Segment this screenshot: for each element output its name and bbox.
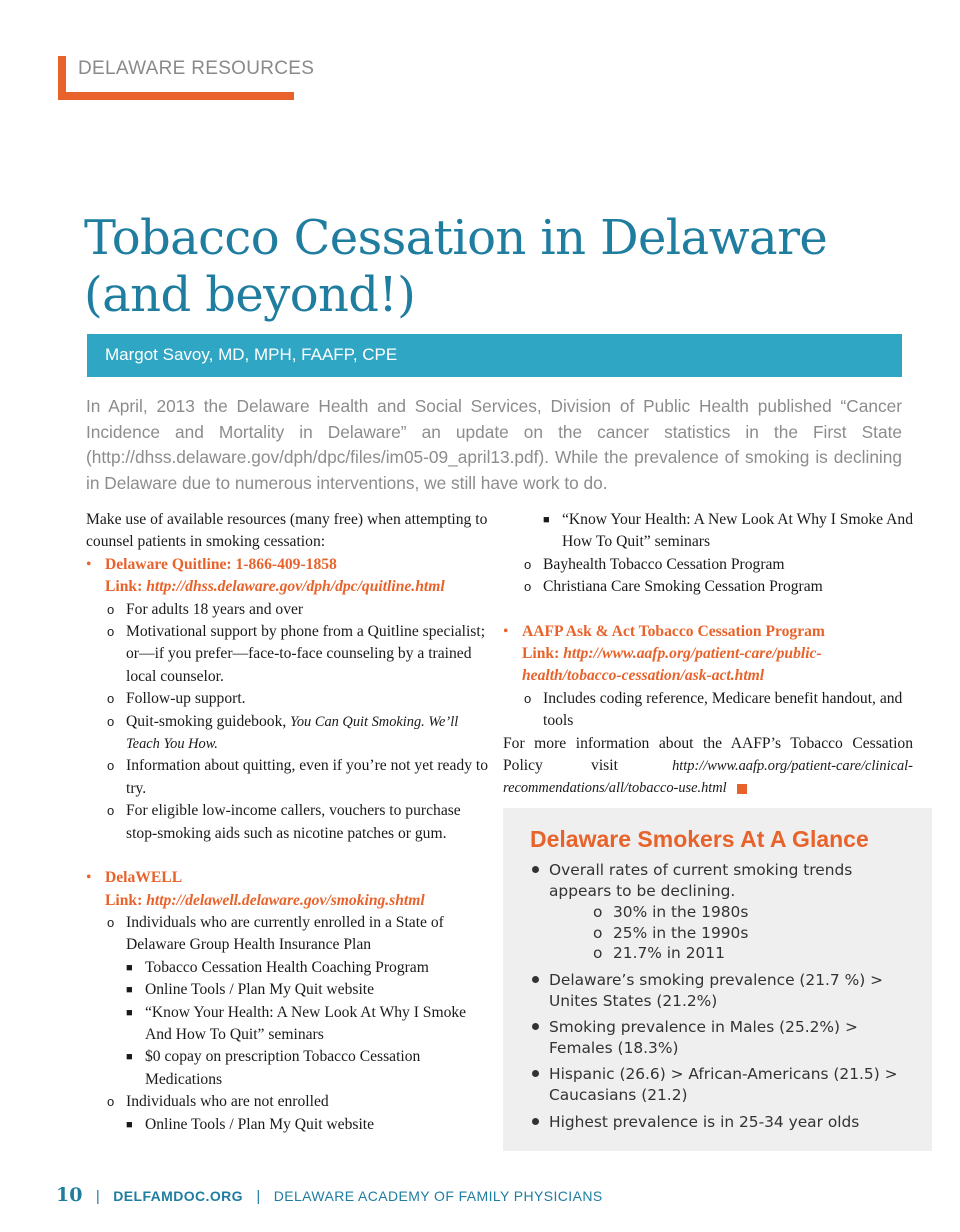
more-info-text: For more information about the AAFP’s Tobacco Cessation Policy visit bbox=[503, 734, 913, 775]
quitline-item bbox=[86, 554, 492, 599]
sub-list-item-text: Online Tools / Plan My Quit website bbox=[145, 981, 375, 999]
sub-list-item bbox=[86, 1114, 492, 1136]
circle-marker: o bbox=[107, 1094, 115, 1110]
circle-marker: o bbox=[107, 691, 115, 707]
circle-marker: o bbox=[107, 803, 115, 819]
author-bar bbox=[87, 334, 902, 377]
bullet-dot bbox=[532, 1118, 539, 1125]
list-item bbox=[86, 599, 492, 621]
quitline-details bbox=[86, 599, 492, 711]
guidebook-prefix: Quit-smoking guidebook, bbox=[126, 712, 287, 730]
quitline-link-line bbox=[105, 576, 492, 598]
page-footer bbox=[56, 1184, 603, 1206]
glance-item-text: Highest prevalence is in 25-34 year olds bbox=[549, 1112, 860, 1131]
spacer bbox=[503, 599, 913, 621]
square-marker: ■ bbox=[126, 1006, 133, 1019]
glance-item bbox=[532, 970, 912, 1011]
aafp-title: AAFP Ask & Act Tobacco Cessation Program bbox=[522, 622, 825, 640]
bullet-dot bbox=[532, 1070, 539, 1077]
title-line-1: Tobacco Cessation in Delaware bbox=[84, 210, 828, 266]
circle-marker: o bbox=[107, 914, 115, 930]
sub-list-item-text: Tobacco Cessation Health Coaching Program bbox=[145, 958, 429, 976]
lead-paragraph: Make use of available resources (many free) when attempting to counsel patients in smoking cessation: bbox=[86, 511, 488, 551]
glance-list bbox=[532, 860, 912, 1138]
title-line-2: (and beyond!) bbox=[84, 267, 416, 323]
list-item bbox=[503, 688, 913, 733]
quitline-title: Delaware Quitline: 1-866-409-1858 bbox=[105, 555, 337, 573]
not-enrolled-text: Individuals who are not enrolled bbox=[126, 1093, 329, 1111]
aafp-details bbox=[503, 688, 913, 733]
hospital-programs bbox=[503, 554, 913, 599]
not-enrolled-benefits bbox=[86, 1114, 492, 1136]
glance-item-text: Smoking prevalence in Males (25.2%) > Females (18.3%) bbox=[549, 1018, 858, 1057]
delawell-link[interactable]: http://delawell.delaware.gov/smoking.shtml bbox=[146, 891, 425, 909]
quitline-link[interactable]: http://dhss.delaware.gov/dph/dpc/quitline.html bbox=[146, 578, 445, 596]
glance-subitem-text: 25% in the 1990s bbox=[613, 923, 749, 942]
sub-list-item-text: “Know Your Health: A New Look At Why I Smoke And How To Quit” seminars bbox=[562, 511, 913, 551]
glance-item-text: Delaware’s smoking prevalence (21.7 %) > Unites States (21.2%) bbox=[549, 970, 884, 1010]
more-info-paragraph bbox=[503, 733, 913, 800]
author-name: Margot Savoy, MD, MPH, FAAFP, CPE bbox=[105, 345, 398, 364]
bullet-marker: • bbox=[86, 555, 92, 573]
spacer bbox=[86, 845, 492, 867]
circle-marker: o bbox=[524, 579, 532, 595]
glance-sidebar bbox=[503, 808, 932, 1151]
list-item bbox=[86, 800, 492, 845]
link-label: Link: bbox=[105, 891, 143, 909]
list-item bbox=[86, 621, 492, 688]
circle-marker: o bbox=[593, 923, 603, 942]
glance-subitem bbox=[549, 902, 912, 923]
square-marker: ■ bbox=[126, 1118, 133, 1131]
delawell-item bbox=[86, 867, 492, 912]
aafp-link-line bbox=[522, 643, 913, 688]
aafp-link[interactable]: http://www.aafp.org/patient-care/public-health/tobacco-cessation/ask-act.html bbox=[522, 645, 822, 685]
quitline-details-more bbox=[86, 755, 492, 845]
right-column bbox=[503, 509, 913, 800]
square-marker: ■ bbox=[126, 984, 133, 997]
list-item bbox=[503, 554, 913, 576]
square-marker: ■ bbox=[126, 1051, 133, 1064]
circle-marker: o bbox=[524, 690, 532, 706]
glance-item-text: Hispanic (26.6) > African-Americans (21.5) > Caucasians (21.2) bbox=[549, 1065, 898, 1104]
intro-paragraph: In April, 2013 the Delaware Health and Social Services, Division of Public Health published “Cancer Incidence and Mortality in Delaware” an update on the cancer statistics in the First State (http://dhss.delaware.gov/dph/dpc/files/im05-09_april13.pdf). While the prevalence of smoking is declining in Delaware due to numerous interventions, we still have work to do. bbox=[86, 396, 902, 493]
bullet-dot bbox=[532, 866, 539, 873]
sub-list-item bbox=[86, 979, 492, 1001]
bullet-dot bbox=[532, 1023, 539, 1030]
square-marker: ■ bbox=[543, 514, 550, 526]
footer-org: DELAWARE ACADEMY OF FAMILY PHYSICIANS bbox=[273, 1188, 603, 1204]
square-marker: ■ bbox=[126, 961, 133, 974]
circle-marker: o bbox=[107, 758, 115, 774]
glance-item bbox=[532, 860, 912, 964]
circle-marker: o bbox=[107, 601, 115, 617]
glance-sublist bbox=[549, 902, 912, 964]
circle-marker: o bbox=[593, 903, 603, 922]
list-item bbox=[86, 688, 492, 710]
glance-subitem-text: 30% in the 1980s bbox=[613, 903, 749, 922]
glance-item-text: Overall rates of current smoking trends appears to be declining. bbox=[549, 861, 853, 900]
link-label: Link: bbox=[105, 578, 143, 596]
footer-separator: | bbox=[256, 1188, 261, 1205]
list-item bbox=[86, 755, 492, 800]
footer-site[interactable]: DELFAMDOC.ORG bbox=[113, 1188, 243, 1204]
glance-item bbox=[532, 1017, 912, 1058]
section-tag-underline bbox=[58, 92, 294, 100]
glance-item bbox=[532, 1112, 912, 1133]
circle-marker: o bbox=[107, 713, 115, 729]
guidebook-title: You Can Quit Smoking. We’ll Teach You How. bbox=[126, 713, 459, 753]
aafp-item bbox=[503, 621, 913, 688]
end-mark bbox=[737, 784, 747, 794]
footer-separator: | bbox=[95, 1188, 100, 1205]
bullet-marker: • bbox=[86, 869, 92, 887]
section-tag bbox=[58, 56, 315, 100]
glance-subitem-text: 21.7% in 2011 bbox=[613, 944, 725, 963]
page-number: 10 bbox=[56, 1184, 83, 1206]
list-item-text: Includes coding reference, Medicare benefit handout, and tools bbox=[543, 689, 903, 730]
list-item-text: Bayhealth Tobacco Cessation Program bbox=[543, 555, 785, 573]
policy-link[interactable]: http://www.aafp.org/patient-care/clinical-recommendations/all/tobacco-use.html bbox=[503, 758, 913, 797]
list-item-text: For adults 18 years and over bbox=[126, 600, 304, 618]
list-item bbox=[86, 1091, 492, 1113]
sub-list-item bbox=[86, 1002, 492, 1047]
enrolled-benefits bbox=[86, 957, 492, 1091]
list-item-text: Follow-up support. bbox=[126, 690, 246, 708]
article-title bbox=[84, 210, 904, 324]
list-item-text: Information about quitting, even if you’re not yet ready to try. bbox=[126, 757, 489, 797]
glance-title: Delaware Smokers At A Glance bbox=[530, 826, 869, 852]
circle-marker: o bbox=[593, 944, 603, 963]
sub-list-item-text: Online Tools / Plan My Quit website bbox=[145, 1115, 375, 1133]
list-item-text: For eligible low-income callers, vouchers to purchase stop-smoking aids such as nicotine patches or gum. bbox=[126, 802, 461, 842]
sub-list-item bbox=[503, 509, 913, 554]
link-label: Link: bbox=[522, 645, 560, 663]
continued-benefits bbox=[503, 509, 913, 554]
list-item-text: Motivational support by phone from a Quitline specialist; or—if you prefer—face-to-face counseling by a trained local counselor. bbox=[126, 623, 486, 685]
circle-marker: o bbox=[524, 556, 532, 572]
glance-item bbox=[532, 1064, 912, 1105]
glance-subitem bbox=[549, 923, 912, 944]
sub-list-item-text: “Know Your Health: A New Look At Why I Smoke And How To Quit” seminars bbox=[145, 1003, 467, 1043]
circle-marker: o bbox=[107, 624, 115, 640]
list-item-text: Christiana Care Smoking Cessation Program bbox=[543, 578, 823, 596]
section-label: DELAWARE RESOURCES bbox=[78, 58, 315, 79]
list-item bbox=[86, 912, 492, 957]
list-item bbox=[86, 711, 492, 756]
sub-list-item bbox=[86, 1046, 492, 1091]
enrolled-text: Individuals who are currently enrolled in a State of Delaware Group Health Insurance Plan bbox=[126, 913, 444, 954]
sub-list-item-text: $0 copay on prescription Tobacco Cessation Medications bbox=[145, 1048, 421, 1088]
bullet-marker: • bbox=[503, 622, 509, 640]
bullet-dot bbox=[532, 976, 539, 983]
list-item bbox=[503, 576, 913, 598]
delawell-link-line bbox=[105, 890, 492, 912]
glance-subitem bbox=[549, 943, 912, 964]
left-column bbox=[86, 509, 492, 1136]
delawell-title: DelaWELL bbox=[105, 869, 183, 887]
sub-list-item bbox=[86, 957, 492, 979]
